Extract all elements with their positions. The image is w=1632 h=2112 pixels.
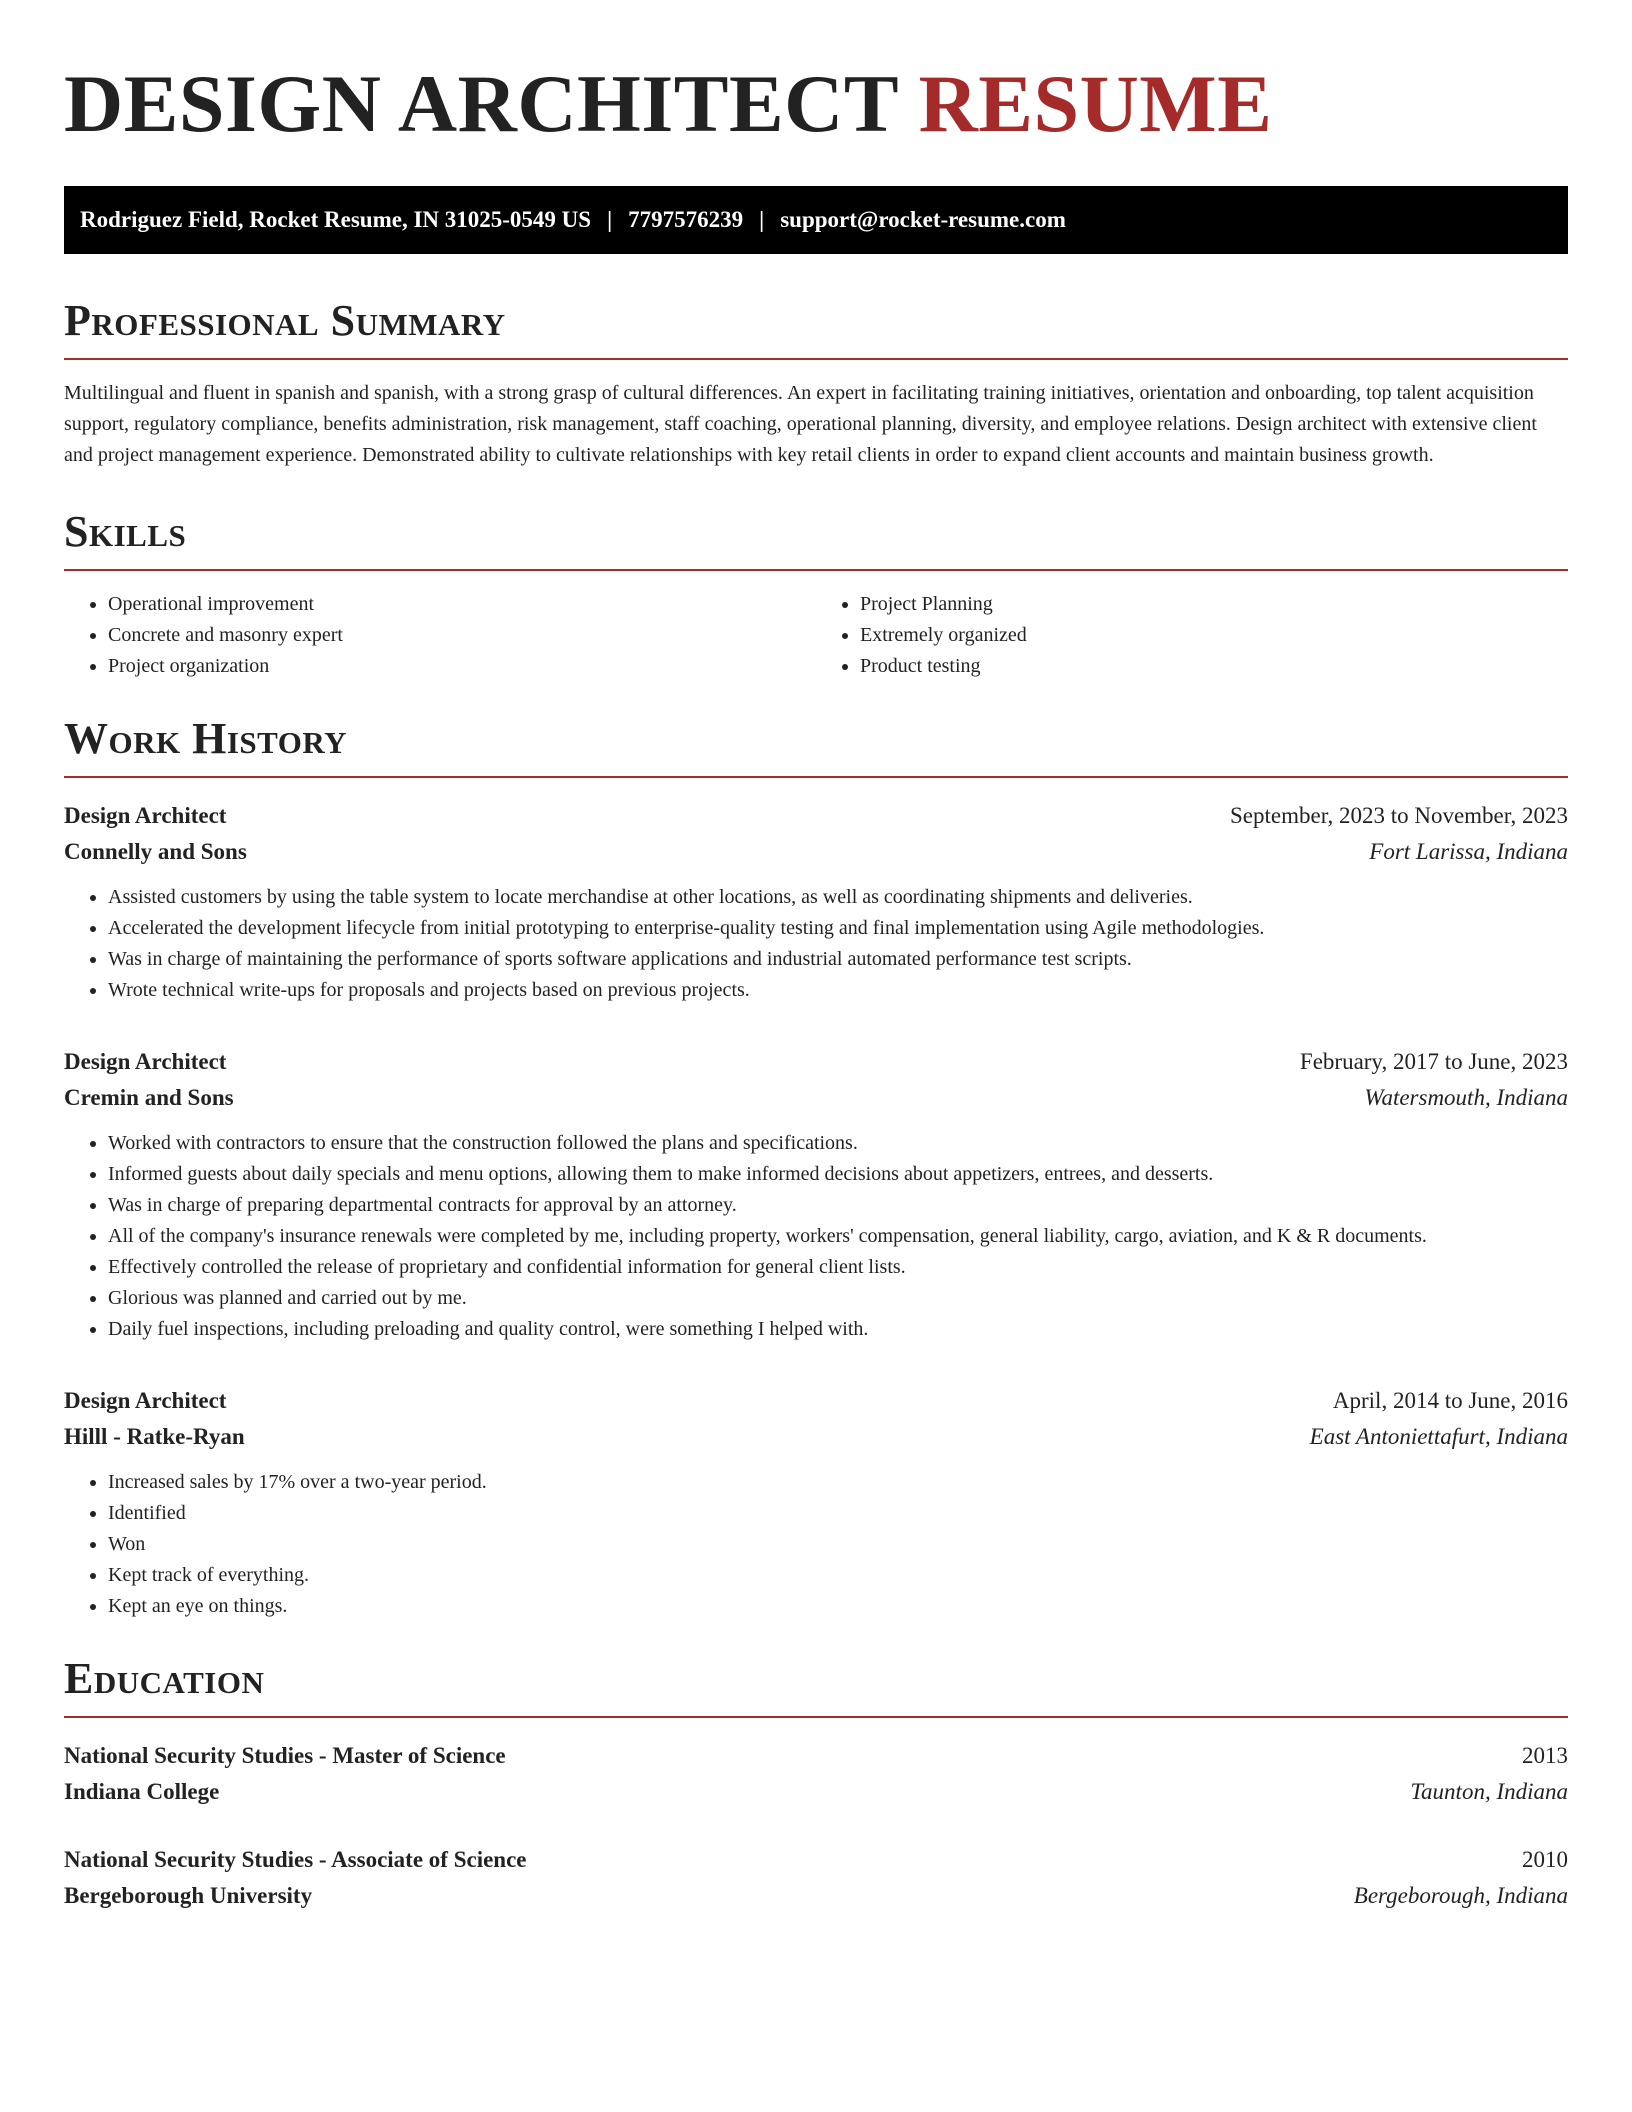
job-entry [64, 1383, 1568, 1622]
job-bullet: • Informed guests about daily specials and menu options, allowing them to make informed decisions about appetizers, entrees, and desserts. [108, 1159, 1568, 1190]
contact-email: support@rocket-resume.com [780, 207, 1066, 232]
summary-text: Multilingual and fluent in spanish and spanish, with a strong grasp of cultural differences. An expert in facilitating training initiatives, orientation and onboarding, top talent acquisition support, regulatory compliance, benefits administration, risk management, staff coaching, operational planning, diversity, and employee relations. Design architect with extensive client and project management experience. Demonstrated ability to cultivate relationships with key retail clients in order to expand client accounts and maintain business growth. [64, 382, 1537, 466]
job-title: Design Architect [64, 803, 227, 828]
work-history-section [64, 714, 1568, 1622]
job-bullet: • Kept track of everything. [108, 1560, 1568, 1591]
education-degree: National Security Studies - Associate of Science [64, 1847, 527, 1872]
job-dates: February, 2017 to June, 2023 [1299, 1049, 1568, 1074]
job-company-row [64, 834, 1568, 870]
job-company: Connelly and Sons [64, 839, 247, 864]
job-header-row [64, 1383, 1568, 1419]
job-company: Cremin and Sons [64, 1085, 234, 1110]
education-school: Bergeborough University [64, 1883, 313, 1908]
education-location: Taunton, Indiana [1410, 1779, 1568, 1804]
job-bullet: • All of the company's insurance renewals were completed by me, including property, workers' compensation, general liability, cargo, aviation, and K & R documents. [108, 1221, 1568, 1252]
job-bullet: • Accelerated the development lifecycle from initial prototyping to enterprise-quality testing and final implementation using Agile methodologies. [108, 913, 1568, 944]
job-dates: September, 2023 to November, 2023 [1230, 803, 1568, 828]
work-history-heading: Work History [64, 714, 348, 763]
job-entry [64, 1044, 1568, 1345]
section-divider [64, 358, 1568, 360]
skill-item: • Concrete and masonry expert [108, 620, 816, 651]
job-bullet: • Won [108, 1529, 1568, 1560]
education-school-row [64, 1878, 1568, 1914]
education-entry [64, 1738, 1568, 1810]
job-header-row [64, 798, 1568, 834]
contact-phone: 7797576239 [628, 207, 744, 232]
job-bullet: • Worked with contractors to ensure that the construction followed the plans and specifications. [108, 1128, 1568, 1159]
job-bullet: • Was in charge of preparing departmental contracts for approval by an attorney. [108, 1190, 1568, 1221]
education-heading: Education [64, 1654, 265, 1703]
section-divider [64, 1716, 1568, 1718]
job-location: Watersmouth, Indiana [1364, 1085, 1568, 1110]
skills-list [64, 589, 1568, 682]
skill-item: • Extremely organized [860, 620, 1568, 651]
education-degree: National Security Studies - Master of Science [64, 1743, 506, 1768]
skills-section [64, 507, 1568, 682]
skills-column-1 [64, 589, 816, 682]
education-year: 2013 [1522, 1743, 1568, 1768]
contact-address: Rodriguez Field, Rocket Resume, IN 31025-0549 US [80, 207, 592, 232]
education-location: Bergeborough, Indiana [1353, 1883, 1568, 1908]
summary-section [64, 296, 1568, 471]
job-header-row [64, 1044, 1568, 1080]
title-accent: RESUME [918, 58, 1273, 149]
section-divider [64, 569, 1568, 571]
job-entry [64, 798, 1568, 1006]
job-title: Design Architect [64, 1049, 227, 1074]
skills-heading: Skills [64, 507, 187, 556]
skill-item: • Product testing [860, 651, 1568, 682]
job-bullets [64, 1467, 1568, 1622]
education-section [64, 1654, 1568, 1914]
job-bullet: • Kept an eye on things. [108, 1591, 1568, 1622]
job-company-row [64, 1419, 1568, 1455]
contact-bar [64, 186, 1568, 254]
resume-title [64, 56, 1568, 152]
education-school-row [64, 1774, 1568, 1810]
education-school: Indiana College [64, 1779, 220, 1804]
contact-separator: | [607, 207, 613, 232]
summary-heading: Professional Summary [64, 296, 506, 345]
job-bullets [64, 882, 1568, 1006]
job-bullet: • Daily fuel inspections, including preloading and quality control, were something I helped with. [108, 1314, 1568, 1345]
job-title: Design Architect [64, 1388, 227, 1413]
job-bullet: • Glorious was planned and carried out by me. [108, 1283, 1568, 1314]
job-dates: April, 2014 to June, 2016 [1332, 1388, 1568, 1413]
job-company-row [64, 1080, 1568, 1116]
job-company: Hilll - Ratke-Ryan [64, 1424, 245, 1449]
skill-item: • Project Planning [860, 589, 1568, 620]
job-bullet: • Wrote technical write-ups for proposals and projects based on previous projects. [108, 975, 1568, 1006]
job-bullet: • Increased sales by 17% over a two-year period. [108, 1467, 1568, 1498]
contact-separator: | [759, 207, 765, 232]
job-bullet: • Effectively controlled the release of proprietary and confidential information for general client lists. [108, 1252, 1568, 1283]
job-bullets [64, 1128, 1568, 1345]
education-entry [64, 1842, 1568, 1914]
education-degree-row [64, 1738, 1568, 1774]
education-degree-row [64, 1842, 1568, 1878]
skill-item: • Project organization [108, 651, 816, 682]
job-location: Fort Larissa, Indiana [1369, 839, 1568, 864]
job-bullet: • Assisted customers by using the table system to locate merchandise at other locations, as well as coordinating shipments and deliveries. [108, 882, 1568, 913]
skill-item: • Operational improvement [108, 589, 816, 620]
job-location: East Antoniettafurt, Indiana [1309, 1424, 1568, 1449]
job-bullet: • Identified [108, 1498, 1568, 1529]
education-year: 2010 [1522, 1847, 1568, 1872]
skills-column-2 [816, 589, 1568, 682]
job-bullet: • Was in charge of maintaining the performance of sports software applications and industrial automated performance test scripts. [108, 944, 1568, 975]
section-divider [64, 776, 1568, 778]
title-main: DESIGN ARCHITECT [64, 58, 898, 149]
